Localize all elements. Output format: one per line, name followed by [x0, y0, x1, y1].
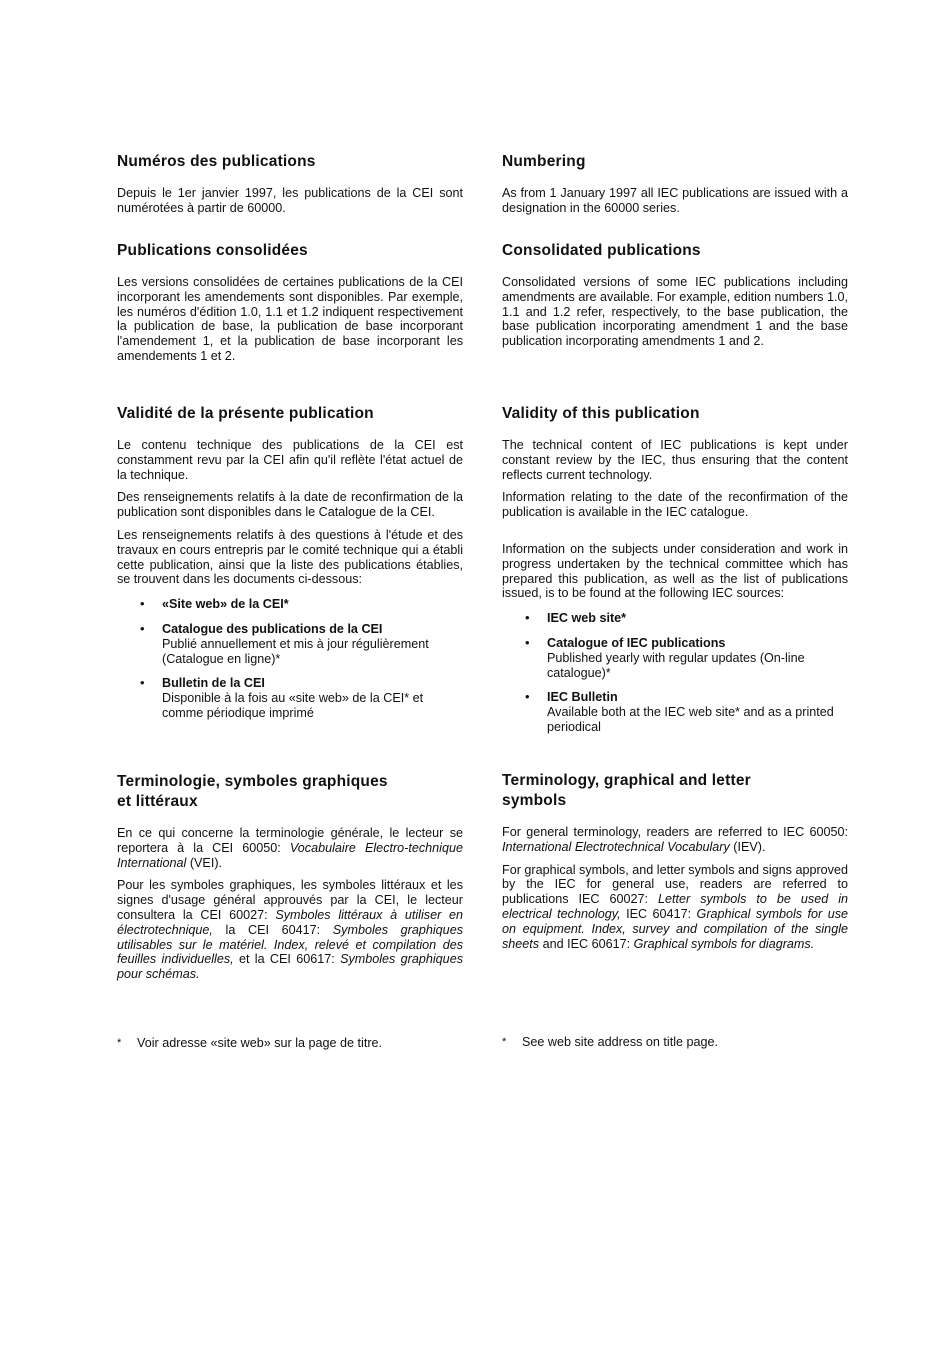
- en-source-desc: Available both at the IEC web site* and as a printed periodical: [547, 705, 834, 734]
- text-run: la CEI 60417:: [212, 922, 333, 937]
- fr-terminology-heading-line2: et littéraux: [117, 793, 198, 810]
- bullet-icon: •: [140, 620, 145, 636]
- en-source-title: IEC Bulletin: [547, 690, 618, 705]
- fr-validity-text-2: Des renseignements relatifs à la date de reconfirmation de la publication sont disponibles dans le Catalogue de la CEI.: [117, 490, 463, 520]
- asterisk-icon: *: [117, 1037, 122, 1049]
- fr-numbering-heading: Numéros des publications: [117, 153, 316, 170]
- bullet-icon: •: [140, 596, 145, 612]
- italic-text-run: Symboles graphiques pour schémas.: [117, 952, 463, 982]
- fr-section-numbering: [117, 152, 463, 216]
- en-source-title: IEC web site*: [547, 611, 627, 626]
- text-run: For general terminology, readers are referred to IEC 60050:: [502, 825, 848, 839]
- text-run: et la CEI 60617:: [233, 952, 341, 967]
- text-run: and IEC 60617:: [539, 936, 634, 951]
- fr-source-title: «Site web» de la CEI*: [162, 597, 289, 612]
- en-terminology-heading-line1: Terminology, graphical and letter: [502, 772, 751, 789]
- bullet-icon: •: [525, 634, 530, 650]
- en-section-consolidated: [502, 241, 848, 349]
- fr-validity-heading: Validité de la présente publication: [117, 405, 374, 422]
- en-consolidated-text: Consolidated versions of some IEC publications including amendments are available. For example, edition numbers 1.0, 1.1 and 1.2 refer, respectively, to the base publication, the base publication incorporating amendment 1 and the base publication incorporating amendments 1 and 2.: [502, 275, 848, 349]
- italic-text-run: Symboles littéraux à utiliser en électrotechnique,: [117, 907, 463, 937]
- en-terminology-text-2: [502, 863, 848, 952]
- en-section-numbering: [502, 152, 848, 216]
- en-numbering-text: As from 1 January 1997 all IEC publications are issued with a designation in the 60000 series.: [502, 186, 848, 215]
- text-run: Pour les symboles graphiques, les symboles littéraux et les signes d'usage général approuvés par la CEI, le lecteur consultera la CEI 60027:: [117, 878, 463, 922]
- fr-numbering-text: Depuis le 1er janvier 1997, les publications de la CEI sont numérotées à partir de 60000.: [117, 186, 463, 215]
- fr-consolidated-text: Les versions consolidées de certaines publications de la CEI incorporant les amendements sont disponibles. Par exemple, les numéros d'édition 1.0, 1.1 et 1.2 indiquent respectivement la publication de base, la publication de base incorporant l'amendement 1, et la publication de base incorporant les amendements 1 et 2.: [117, 275, 463, 363]
- italic-text-run: Symboles graphiques utilisables sur le matériel. Index, relevé et compilation des feuilles individuelles,: [117, 922, 463, 967]
- text-run: (IEV).: [729, 839, 766, 854]
- fr-source-title: Bulletin de la CEI: [162, 676, 265, 691]
- en-source-title: Catalogue of IEC publications: [547, 635, 726, 650]
- fr-section-validity: [117, 404, 463, 731]
- fr-validity-text-3: Les renseignements relatifs à des questions à l'étude et des travaux en cours entrepris par le comité technique qui a établi cette publication, ainsi que la liste des publications établies, se trouvent dans les documents ci-dessous:: [117, 527, 463, 587]
- fr-source-desc: Publié annuellement et mis à jour régulièrement (Catalogue en ligne)*: [162, 636, 429, 666]
- fr-terminology-heading: [117, 772, 463, 812]
- en-terminology-heading: [502, 771, 848, 811]
- fr-section-terminology: [117, 772, 463, 982]
- en-footnote-text: See web site address on title page.: [522, 1035, 719, 1049]
- fr-sources-list: [117, 597, 463, 721]
- en-consolidated-heading: Consolidated publications: [502, 242, 701, 259]
- fr-consolidated-heading: Publications consolidées: [117, 242, 308, 259]
- en-terminology-text-1: [502, 825, 848, 855]
- fr-source-title: Catalogue des publications de la CEI: [162, 621, 383, 636]
- asterisk-icon: *: [502, 1036, 507, 1048]
- text-run: IEC 60417:: [620, 906, 697, 921]
- text-run: En ce qui concerne la terminologie générale, le lecteur se reportera à la CEI 60050:: [117, 826, 463, 855]
- en-terminology-heading-line2: symbols: [502, 792, 567, 809]
- italic-text-run: Graphical symbols for diagrams.: [633, 936, 815, 951]
- fr-footnote-text: Voir adresse «site web» sur la page de titre.: [137, 1036, 383, 1050]
- fr-terminology-text-1: [117, 826, 463, 870]
- fr-source-desc: Disponible à la fois au «site web» de la CEI* et comme périodique imprimé: [162, 691, 424, 720]
- italic-text-run: Letter symbols to be used in electrical technology,: [502, 892, 848, 921]
- list-item: [502, 636, 848, 680]
- fr-section-consolidated: [117, 241, 463, 364]
- en-footnote: [502, 1035, 718, 1050]
- fr-terminology-heading-line1: Terminologie, symboles graphiques: [117, 773, 388, 790]
- text-run: (VEI).: [186, 855, 223, 870]
- list-item: [502, 690, 848, 734]
- list-item: [502, 611, 848, 626]
- en-validity-text-2: Information relating to the date of the reconfirmation of the publication is available in the IEC catalogue.: [502, 490, 848, 520]
- italic-text-run: Graphical symbols for use on equipment. Index, survey and compilation of the single sheets: [502, 906, 848, 951]
- italic-text-run: Vocabulaire Electro-technique International: [117, 840, 463, 870]
- en-section-validity: [502, 404, 848, 745]
- italic-text-run: International Electrotechnical Vocabulary: [502, 839, 730, 854]
- list-item: [117, 597, 463, 612]
- fr-footnote: [117, 1036, 382, 1051]
- fr-terminology-text-2: [117, 878, 463, 982]
- list-item: [117, 622, 463, 666]
- en-validity-heading: Validity of this publication: [502, 405, 700, 422]
- list-item: [117, 676, 463, 720]
- en-numbering-heading: Numbering: [502, 153, 586, 170]
- fr-validity-text-1: Le contenu technique des publications de la CEI est constamment revu par la CEI afin qu'il reflète l'état actuel de la technique.: [117, 438, 463, 482]
- bullet-icon: •: [140, 675, 145, 691]
- en-sources-list: [502, 611, 848, 735]
- text-run: For graphical symbols, and letter symbols and signs approved by the IEC for general use, readers are referred to publications IEC 60027:: [502, 862, 848, 907]
- en-section-terminology: [502, 771, 848, 951]
- bullet-icon: •: [525, 689, 530, 705]
- en-source-desc: Published yearly with regular updates (On-line catalogue)*: [547, 650, 805, 680]
- en-validity-text-3: Information on the subjects under consideration and work in progress undertaken by the technical committee which has prepared this publication, as well as the list of publications issued, is to be found at the following IEC sources:: [502, 541, 848, 601]
- bullet-icon: •: [525, 610, 530, 626]
- en-validity-text-1: The technical content of IEC publications is kept under constant review by the IEC, thus ensuring that the content reflects current technology.: [502, 438, 848, 482]
